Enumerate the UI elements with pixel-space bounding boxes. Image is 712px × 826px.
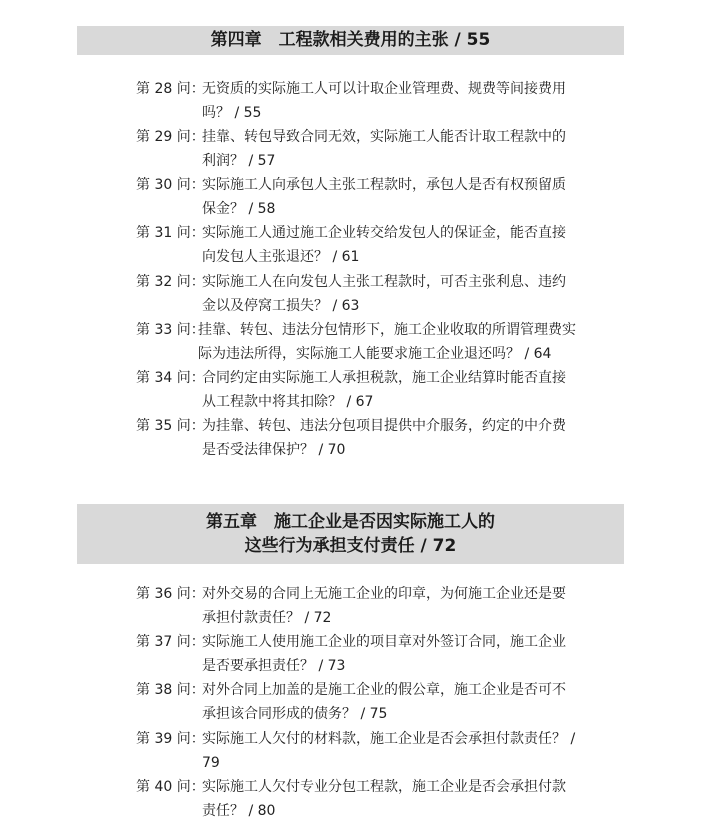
toc-entry-31[interactable] (136, 221, 576, 269)
entry-number: 第 33 问： (136, 322, 205, 338)
chapter-5-title-line1: 第五章 施工企业是否因实际施工人的 (206, 512, 495, 532)
toc-entry-35[interactable] (136, 414, 576, 462)
entry-text: 挂靠、转包、违法分包情形下，施工企业收取的所谓管理费实际为违法所得，实际施工人能要求施工企业退还吗？ / 64 (198, 322, 576, 362)
toc-entry-36[interactable] (136, 582, 576, 630)
toc-entry-33[interactable] (136, 318, 576, 366)
toc-entry-40[interactable] (136, 775, 576, 823)
toc-entry-37[interactable] (136, 630, 576, 678)
entry-text: 实际施工人欠付专业分包工程款，施工企业是否会承担付款责任？ / 80 (202, 779, 566, 819)
chapter-4-title: 第四章 工程款相关费用的主张 / 55 (210, 30, 491, 50)
chapter-5-heading (77, 504, 624, 564)
toc-entry-39[interactable] (136, 727, 576, 775)
entry-text: 无资质的实际施工人可以计取企业管理费、规费等间接费用吗？ / 55 (202, 81, 566, 121)
entry-text: 对外交易的合同上无施工企业的印章，为何施工企业还是要承担付款责任？ / 72 (202, 586, 566, 626)
entry-text: 实际施工人使用施工企业的项目章对外签订合同，施工企业是否要承担责任？ / 73 (202, 634, 566, 674)
entry-number: 第 28 问： (136, 81, 205, 97)
chapter-5-title-line2: 这些行为承担支付责任 / 72 (244, 536, 457, 556)
entry-text: 实际施工人欠付的材料款，施工企业是否会承担付款责任？ / 79 (202, 731, 576, 771)
toc-entry-32[interactable] (136, 270, 576, 318)
entry-text: 实际施工人在向发包人主张工程款时，可否主张利息、违约金以及停窝工损失？ / 63 (202, 274, 566, 314)
toc-entry-30[interactable] (136, 173, 576, 221)
toc-entry-28[interactable] (136, 77, 576, 125)
entry-number: 第 36 问： (136, 586, 205, 602)
toc-entry-29[interactable] (136, 125, 576, 173)
entry-number: 第 29 问： (136, 129, 205, 145)
toc-entry-38[interactable] (136, 678, 576, 726)
entry-number: 第 37 问： (136, 634, 205, 650)
entry-text: 实际施工人向承包人主张工程款时，承包人是否有权预留质保金？ / 58 (202, 177, 566, 217)
entry-text: 为挂靠、转包、违法分包项目提供中介服务，约定的中介费是否受法律保护？ / 70 (202, 418, 566, 458)
entry-text: 实际施工人通过施工企业转交给发包人的保证金，能否直接向发包人主张退还？ / 61 (202, 225, 566, 265)
toc-entry-34[interactable] (136, 366, 576, 414)
entry-number: 第 38 问： (136, 682, 205, 698)
entry-number: 第 30 问： (136, 177, 205, 193)
chapter-4-heading (77, 26, 624, 55)
entry-number: 第 32 问： (136, 274, 205, 290)
entry-text: 合同约定由实际施工人承担税款，施工企业结算时能否直接从工程款中将其扣除？ / 67 (202, 370, 566, 410)
entry-number: 第 40 问： (136, 779, 205, 795)
entry-number: 第 35 问： (136, 418, 205, 434)
entry-text: 对外合同上加盖的是施工企业的假公章，施工企业是否可不承担该合同形成的债务？ / 75 (202, 682, 566, 722)
entry-number: 第 34 问： (136, 370, 205, 386)
entry-number: 第 39 问： (136, 731, 205, 747)
entry-text: 挂靠、转包导致合同无效，实际施工人能否计取工程款中的利润？ / 57 (202, 129, 566, 169)
entry-number: 第 31 问： (136, 225, 205, 241)
